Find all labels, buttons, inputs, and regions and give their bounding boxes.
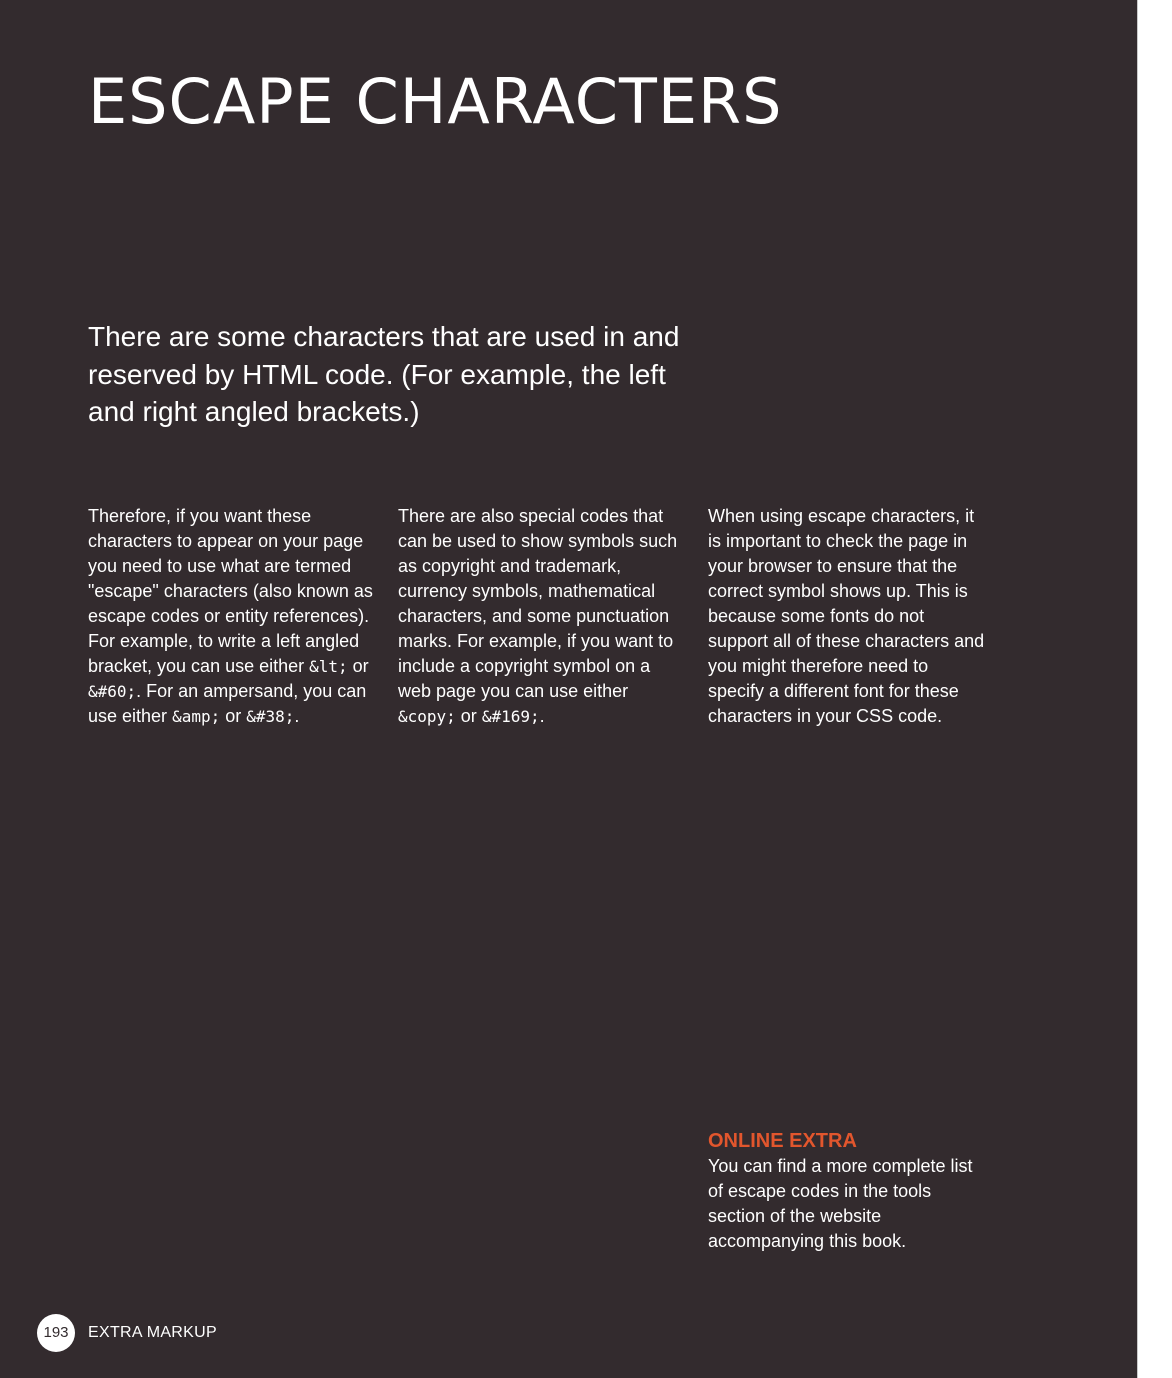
column-text: or: [220, 706, 247, 726]
code-snippet: &#60;: [88, 682, 137, 701]
body-column-1: [88, 504, 378, 729]
section-label: EXTRA MARKUP: [88, 1324, 217, 1341]
page-number-badge: 193: [37, 1314, 75, 1352]
column-text: .: [294, 706, 300, 726]
column-text: . For an ampersand, you can use either: [88, 681, 367, 726]
page-title: ESCAPE CHARACTERS: [88, 65, 783, 138]
intro-paragraph: There are some characters that are used in and reserved by HTML code. (For example, the left and right angled brackets.): [88, 321, 680, 427]
column-text: There are also special codes that can be used to show symbols such as copyright and trademark, currency symbols, mathematical characters, and some punctuation marks. For example, if you want to include a copyright symbol on a web page you can use either: [398, 506, 678, 701]
column-text: .: [539, 706, 545, 726]
code-snippet: &copy;: [398, 707, 456, 726]
column-text: or: [347, 656, 369, 676]
column-text: Therefore, if you want these characters to appear on your page you need to use what are termed "escape" characters (also known as escape codes or entity references). For example, to write a left angled bracket, you can use either: [88, 506, 373, 676]
code-snippet: &amp;: [172, 707, 221, 726]
online-extra-text: You can find a more complete list of escape codes in the tools section of the website accompanying this book.: [708, 1156, 973, 1251]
body-column-3: When using escape characters, it is important to check the page in your browser to ensure that the correct symbol shows up. This is because some fonts do not support all of these characters and you might therefore need to specify a different font for these characters in your CSS code.: [708, 506, 985, 726]
code-snippet: &lt;: [309, 657, 348, 676]
online-extra-heading: ONLINE EXTRA: [708, 1130, 857, 1152]
column-text: or: [455, 706, 482, 726]
code-snippet: &#169;: [481, 707, 540, 726]
body-column-2: [398, 504, 688, 729]
page-edge-divider: [1137, 0, 1138, 1378]
code-snippet: &#38;: [246, 707, 295, 726]
